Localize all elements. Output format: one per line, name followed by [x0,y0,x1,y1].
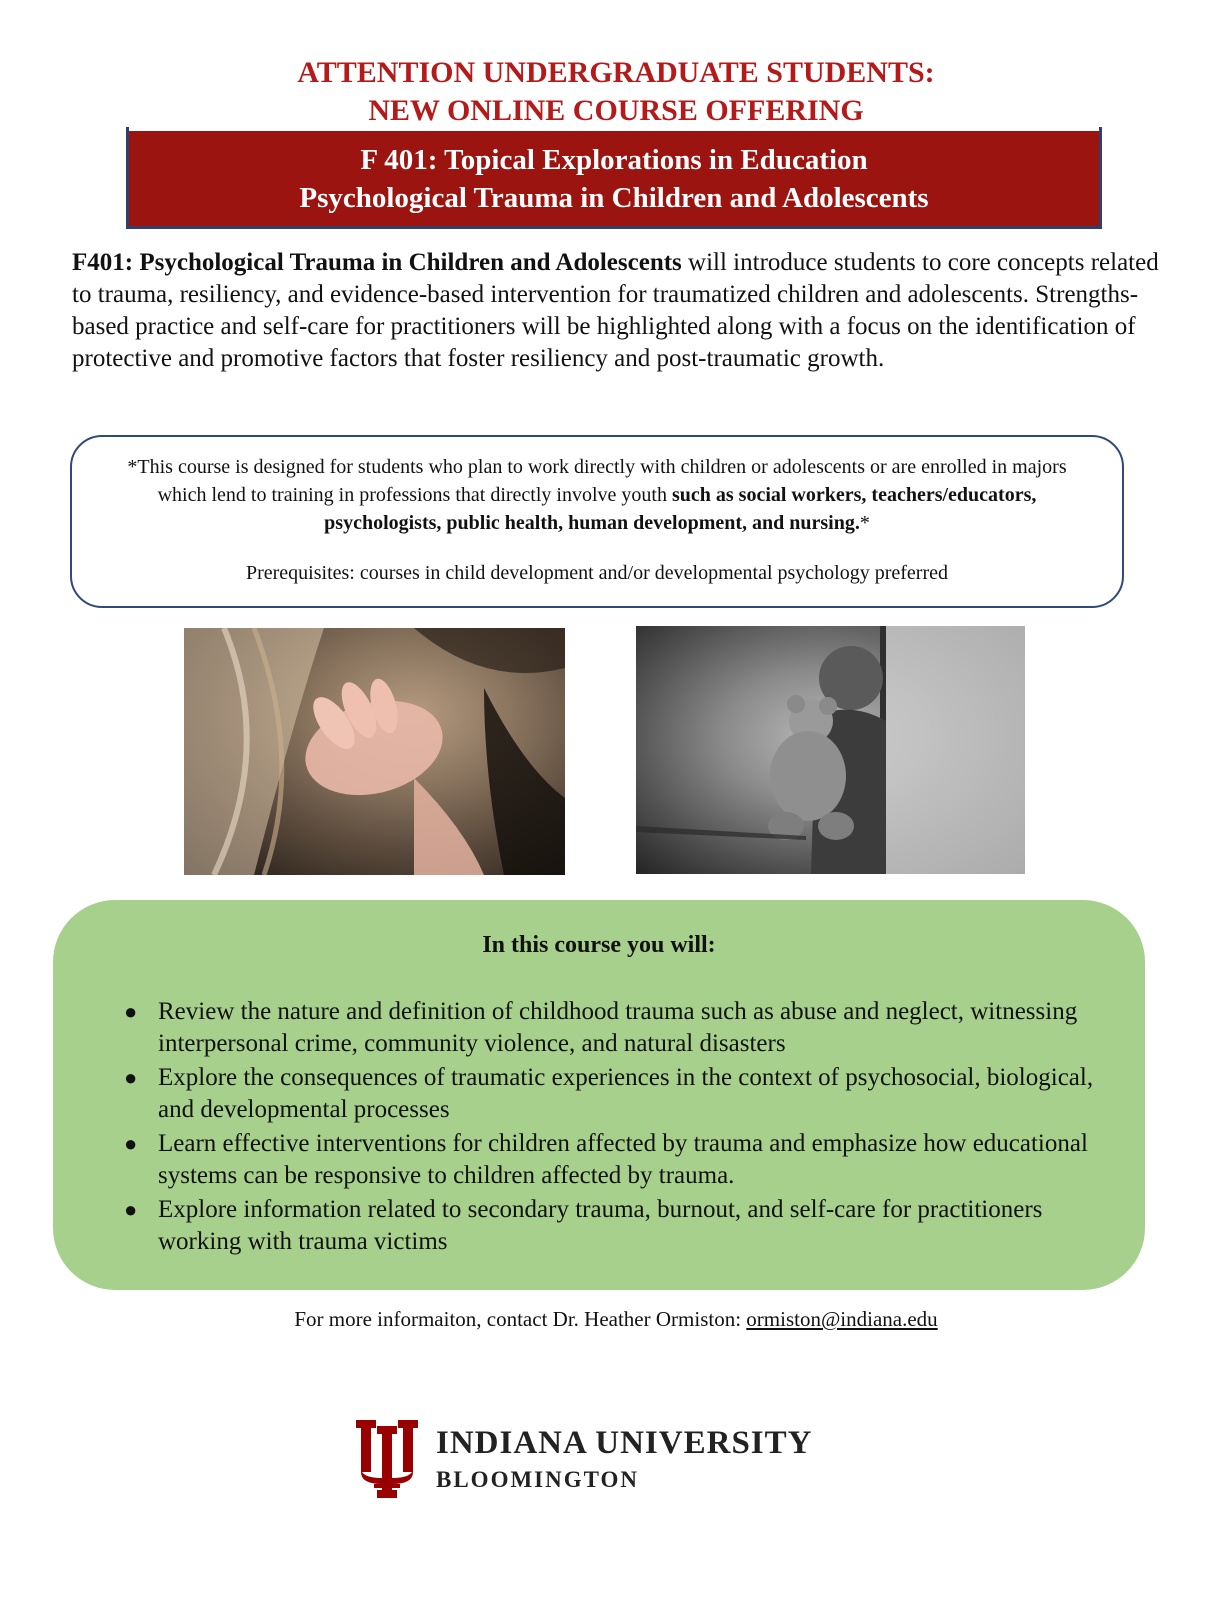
banner-course-topic: Psychological Trauma in Children and Adolescents [299,182,929,214]
list-item [124,1194,1098,1258]
audience-professions: such as social workers, teachers/educators, psychologists, public health, human development, and nursing. [324,484,1037,534]
contact-line [0,1305,1232,1333]
attention-heading [0,54,1232,130]
prerequisites: Prerequisites: courses in child development and/or developmental psychology preferred [245,562,948,584]
photo-child-with-teddy-bear [636,626,1025,874]
course-title-banner [126,131,1102,229]
outcome-text: Review the nature and definition of childhood trauma such as abuse and neglect, witnessing interpersonal crime, community violence, and natural disasters [158,998,1078,1057]
bullet-icon: ● [124,1197,138,1222]
outcome-text: Learn effective interventions for children affected by trauma and emphasize how educational systems can be responsive to children affected by trauma. [158,1130,1088,1189]
audience-box [70,435,1124,608]
contact-text: For more informaiton, contact Dr. Heather Ormiston: [294,1307,747,1331]
audience-text: *This course is designed for students who plan to work directly with children or adolescents or are enrolled in majors which lend to training in professions that directly involve youth [127,456,1067,506]
list-item [124,1062,1098,1126]
description-text: will introduce students to core concepts related to trauma, resiliency, and evidence-based intervention for traumatized children and adolescents. Strengths-based practice and self-care for practitioners will be highlighted along with a focus on the identification of protective and promotive factors that foster resiliency and post-traumatic growth. [72,249,1159,372]
audience-statement [112,453,1082,537]
bullet-icon: ● [124,1131,138,1156]
attention-line-2: NEW ONLINE COURSE OFFERING [368,94,864,127]
attention-line-1: ATTENTION UNDERGRADUATE STUDENTS: [297,56,935,89]
bullet-icon: ● [124,1065,138,1090]
bullet-icon: ● [124,999,138,1024]
list-item [124,996,1098,1060]
university-name: INDIANA UNIVERSITY [436,1425,813,1461]
list-item [124,1128,1098,1192]
outcome-text: Explore information related to secondary trauma, burnout, and self-care for practitioners working with trauma victims [158,1196,1043,1255]
banner-course-number: F 401: Topical Explorations in Education [360,144,868,176]
outcome-text: Explore the consequences of traumatic experiences in the context of psychosocial, biological, and developmental processes [158,1064,1094,1123]
photo-child-covering-ear [184,628,565,875]
iu-trident-logo-icon [356,1420,418,1498]
course-outcomes-list [124,996,1098,1260]
photo-child-with-teddy-bear-illustration [636,626,1025,874]
course-description [72,247,1162,375]
university-campus: BLOOMINGTON [436,1467,640,1492]
contact-email-link[interactable]: ormiston@indiana.edu [746,1307,938,1331]
photo-child-covering-ear-illustration [184,628,565,875]
audience-end: * [859,512,870,534]
course-outcomes-box [53,900,1145,1290]
course-outcomes-heading: In this course you will: [482,932,716,958]
description-course-title: F401: Psychological Trauma in Children and Adolescents [72,249,682,276]
